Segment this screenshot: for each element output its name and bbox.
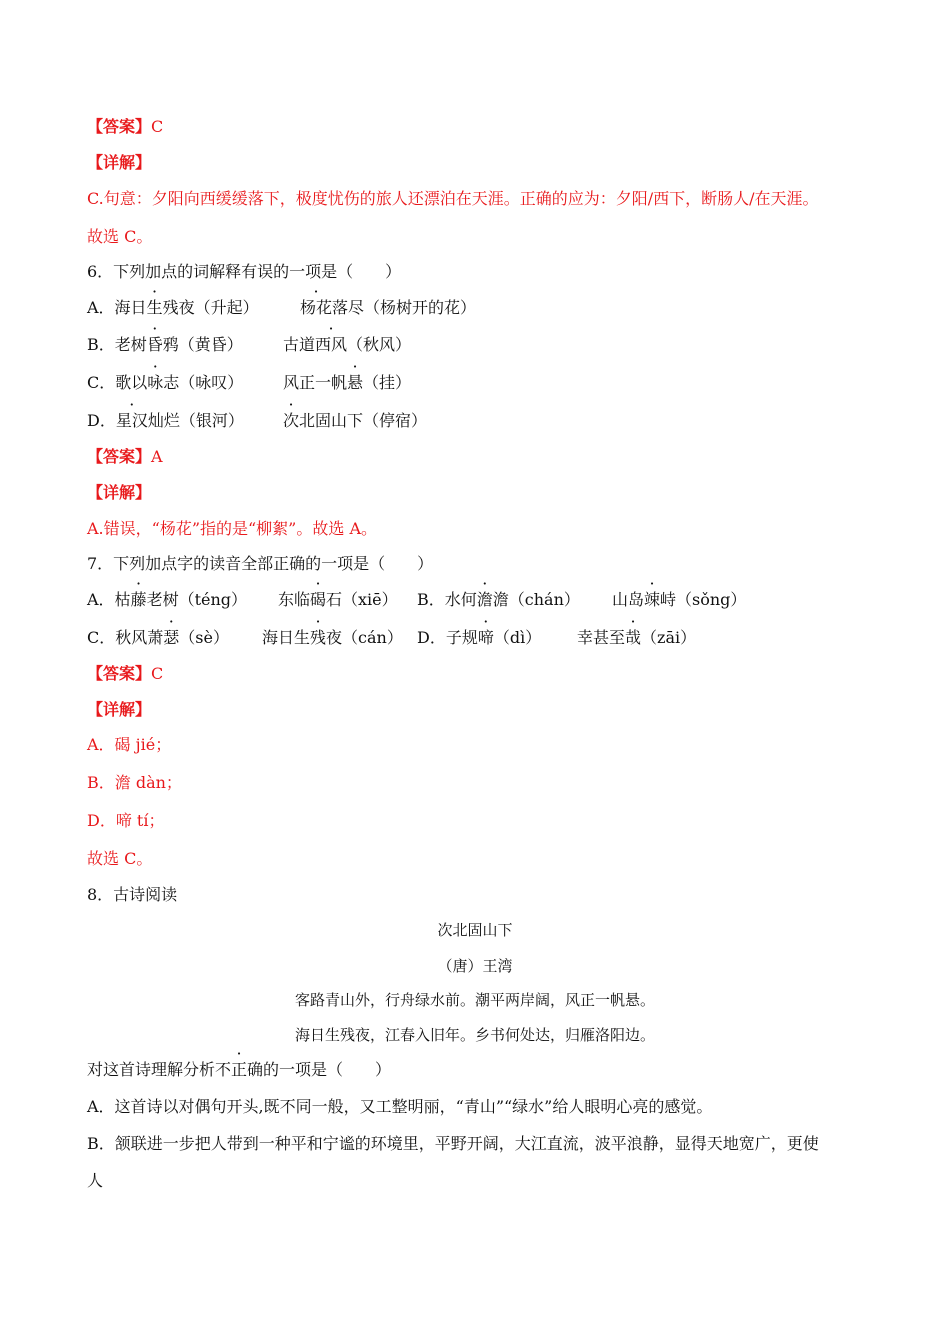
dotted-char: 碣: [310, 590, 327, 609]
q7-option-d1: D．子规啼（dì）: [417, 628, 542, 647]
q7-detail-label: 【详解】: [87, 700, 152, 719]
dotted-char: 次: [283, 411, 300, 430]
q6-option-a1: A．海日生残夜（升起）: [87, 298, 259, 317]
poem-title: 次北固山下: [437, 921, 513, 939]
q5-detail-label: 【详解】: [87, 153, 152, 172]
q7-fix-b: B．澹 dàn；: [87, 773, 182, 792]
q7-option-c1: C．秋风萧瑟（sè）: [87, 628, 229, 647]
q6-answer: 【答案】A: [87, 447, 163, 466]
poem-line-2: 海日生残夜，江春入旧年。乡书何处达，归雁洛阳边。: [294, 1026, 655, 1044]
dotted-char: 哉: [625, 628, 642, 647]
dotted-char: 悬: [347, 373, 364, 392]
q7-option-b1: B．水何澹澹（chán）: [417, 590, 580, 609]
q6-option-c1: C．歌以咏志（咏叹）: [87, 373, 244, 392]
dotted-char: 生: [146, 298, 163, 317]
q6-option-b2: 古道西风（秋风）: [283, 335, 412, 354]
dotted-char: 澹: [476, 590, 493, 609]
q5-answer-value: C: [151, 117, 164, 136]
dotted-char: 啼: [477, 628, 494, 647]
q6-option-d2: 次北固山下（停宿）: [283, 411, 428, 430]
q7-option-b2: 山岛竦峙（sǒng）: [612, 590, 747, 609]
q7-conclusion: 故选 C。: [87, 849, 153, 868]
q8-option-b: B．颔联进一步把人带到一种平和宁谧的环境里，平野开阔，大江直流，波平浪静，显得天地宽广，更使: [87, 1134, 819, 1153]
dotted-char: 残: [310, 628, 327, 647]
q6-option-a2: 杨花落尽（杨树开的花）: [300, 298, 477, 317]
dotted-char: 竦: [644, 590, 661, 609]
dotted-char: 杨花: [300, 298, 333, 317]
q8-option-b-continued: 人: [87, 1171, 104, 1190]
q5-answer: [87, 116, 163, 138]
q7-option-a1: A．枯藤老树（téng）: [87, 590, 248, 609]
q6-option-c2: 风正一帆悬（挂）: [283, 373, 412, 392]
q7-option-d2: 幸甚至哉（zāi）: [577, 628, 697, 647]
q6-answer-value: A: [151, 447, 163, 466]
q5-answer-label: 【答案】: [87, 117, 152, 136]
dotted-char: 星汉: [115, 411, 148, 430]
q5-explanation: C.句意：夕阳向西缓缓落下，极度忧伤的旅人还漂泊在天涯。正确的应为：夕阳/西下，断肠人/在天涯。: [87, 189, 819, 208]
q7-stem: 7．下列加点字的读音全部正确的一项是（ ）: [87, 554, 434, 573]
dotted-char: 瑟: [163, 628, 180, 647]
dotted-chars: 不正确: [215, 1060, 264, 1079]
q6-option-d1: D．星汉灿烂（银河）: [87, 411, 244, 430]
q7-option-a2: 东临碣石（xiē）: [278, 590, 398, 609]
dotted-char: 藤: [130, 590, 147, 609]
poem-line-1: 客路青山外，行舟绿水前。潮平两岸阔，风正一帆悬。: [294, 991, 655, 1009]
q7-fix-d: D．啼 tí；: [87, 811, 165, 830]
q6-option-b1: B．老树昏鸦（黄昏）: [87, 335, 243, 354]
q8-question: 对这首诗理解分析不正确的一项是（ ）: [87, 1060, 392, 1079]
dotted-char: 咏: [147, 373, 164, 392]
poem-author: （唐）王湾: [437, 957, 513, 975]
q6-stem: 6．下列加点的词解释有误的一项是（ ）: [87, 262, 402, 281]
q6-detail-label: 【详解】: [87, 483, 152, 502]
q7-answer-value: C: [151, 664, 164, 683]
q8-stem: 8．古诗阅读: [87, 885, 178, 904]
q7-answer: 【答案】C: [87, 664, 164, 683]
q7-option-c2: 海日生残夜（cán）: [262, 628, 403, 647]
dotted-char: 昏: [146, 335, 163, 354]
dotted-char: 西风: [315, 335, 348, 354]
q7-fix-a: A．碣 jié；: [87, 735, 172, 754]
q8-option-a: A．这首诗以对偶句开头,既不同一般，又工整明丽，“青山”“绿水”给人眼明心亮的感觉。: [87, 1097, 713, 1116]
q5-conclusion: 故选 C。: [87, 227, 153, 246]
q6-explanation: A.错误，“杨花”指的是“柳絮”。故选 A。: [87, 519, 378, 538]
